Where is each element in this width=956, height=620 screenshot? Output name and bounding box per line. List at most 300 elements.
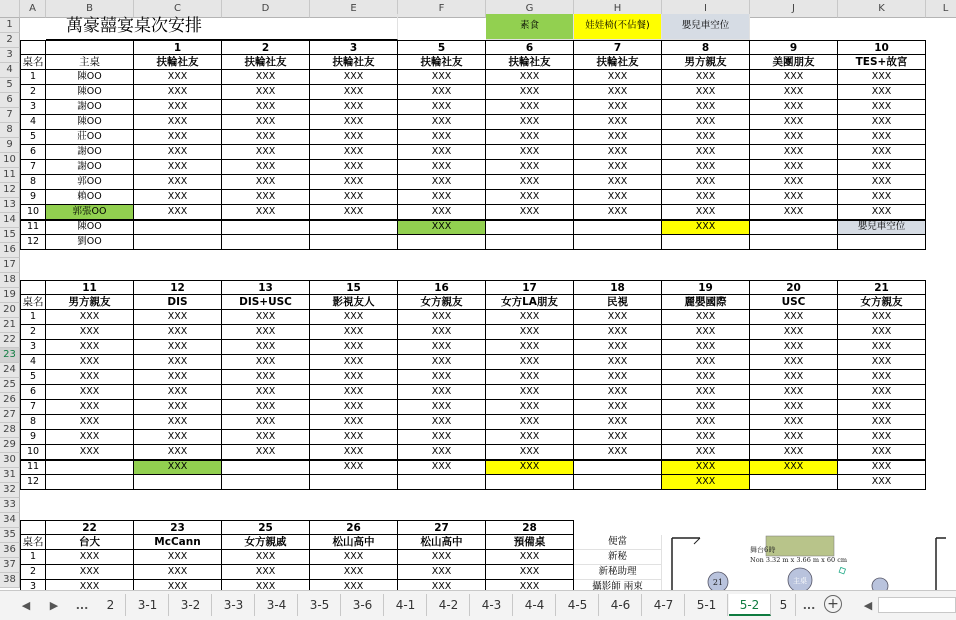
table-group[interactable]: DIS <box>134 295 222 310</box>
column-header-l[interactable]: L <box>926 0 956 18</box>
guest-cell[interactable] <box>398 475 486 490</box>
add-sheet-button[interactable]: + <box>824 595 842 613</box>
guest-cell[interactable]: XXX <box>486 310 574 325</box>
guest-cell[interactable]: XXX <box>398 205 486 220</box>
guest-cell[interactable]: XXX <box>310 100 398 115</box>
guest-cell[interactable]: XXX <box>750 130 838 145</box>
guest-cell[interactable]: XXX <box>838 415 926 430</box>
sheet-tab-3-3[interactable]: 3-3 <box>213 594 255 616</box>
guest-cell[interactable]: XXX <box>398 310 486 325</box>
row-header-28[interactable]: 28 <box>0 423 20 438</box>
select-all-corner[interactable] <box>0 0 20 18</box>
guest-cell[interactable] <box>222 220 310 235</box>
table-group[interactable]: 美團朋友 <box>750 55 838 70</box>
guest-cell[interactable]: XXX <box>486 100 574 115</box>
guest-cell[interactable]: XXX <box>486 325 574 340</box>
seat-number[interactable]: 5 <box>20 370 46 385</box>
guest-cell[interactable]: XXX <box>574 130 662 145</box>
row-header-1[interactable]: 1 <box>0 18 20 33</box>
guest-cell[interactable]: XXX <box>662 445 750 460</box>
guest-cell[interactable]: XXX <box>222 550 310 565</box>
column-header-g[interactable]: G <box>486 0 574 18</box>
table-group[interactable]: 麗嬰國際 <box>662 295 750 310</box>
guest-cell[interactable]: XXX <box>398 325 486 340</box>
guest-cell[interactable]: XXX <box>310 145 398 160</box>
guest-cell[interactable]: XXX <box>662 115 750 130</box>
guest-cell[interactable]: XXX <box>310 370 398 385</box>
guest-cell[interactable] <box>310 220 398 235</box>
seat-number[interactable]: 4 <box>20 115 46 130</box>
seat-number[interactable]: 6 <box>20 145 46 160</box>
table-number-16[interactable]: 16 <box>398 280 486 295</box>
row-header-29[interactable]: 29 <box>0 438 20 453</box>
table-group[interactable]: 台大 <box>46 535 134 550</box>
sheet-tab-4-7[interactable]: 4-7 <box>643 594 685 616</box>
guest-cell[interactable] <box>222 460 310 475</box>
guest-cell[interactable]: XXX <box>662 205 750 220</box>
guest-cell[interactable]: XXX <box>838 190 926 205</box>
guest-cell[interactable]: XXX <box>750 370 838 385</box>
table-number-25[interactable]: 25 <box>222 520 310 535</box>
guest-cell[interactable]: XXX <box>750 175 838 190</box>
guest-cell[interactable]: XXX <box>662 175 750 190</box>
column-header-d[interactable]: D <box>222 0 310 18</box>
side-list-item[interactable]: 新秘助理 <box>574 565 662 580</box>
guest-cell[interactable] <box>750 475 838 490</box>
guest-cell[interactable]: XXX <box>398 460 486 475</box>
main-guest-name[interactable]: 莊OO <box>46 130 134 145</box>
guest-cell[interactable]: XXX <box>222 175 310 190</box>
guest-cell[interactable]: XXX <box>398 550 486 565</box>
seat-number[interactable]: 2 <box>20 565 46 580</box>
seat-number[interactable]: 9 <box>20 190 46 205</box>
guest-cell[interactable] <box>398 235 486 250</box>
guest-cell[interactable]: XXX <box>134 550 222 565</box>
seat-number[interactable]: 8 <box>20 175 46 190</box>
guest-cell[interactable]: XXX <box>134 430 222 445</box>
guest-cell[interactable]: XXX <box>134 370 222 385</box>
guest-cell[interactable]: XXX <box>750 115 838 130</box>
guest-cell[interactable]: XXX <box>398 100 486 115</box>
guest-cell[interactable]: XXX <box>750 145 838 160</box>
row-header-14[interactable]: 14 <box>0 213 20 228</box>
side-list-item[interactable]: 新秘 <box>574 550 662 565</box>
guest-cell[interactable]: XXX <box>222 325 310 340</box>
row-header-30[interactable]: 30 <box>0 453 20 468</box>
guest-cell[interactable]: XXX <box>838 370 926 385</box>
guest-cell[interactable]: XXX <box>222 355 310 370</box>
guest-cell[interactable]: XXX <box>838 145 926 160</box>
seat-number[interactable]: 2 <box>20 85 46 100</box>
row-header-15[interactable]: 15 <box>0 228 20 243</box>
guest-cell[interactable]: XXX <box>310 175 398 190</box>
row-header-8[interactable]: 8 <box>0 123 20 138</box>
row-header-34[interactable]: 34 <box>0 513 20 528</box>
guest-cell[interactable]: XXX <box>222 385 310 400</box>
guest-cell[interactable]: XXX <box>134 400 222 415</box>
guest-cell[interactable]: XXX <box>750 445 838 460</box>
guest-cell[interactable]: XXX <box>46 430 134 445</box>
main-guest-name[interactable]: 郭張OO <box>46 205 134 220</box>
seat-number[interactable]: 3 <box>20 340 46 355</box>
guest-cell[interactable]: XXX <box>134 130 222 145</box>
guest-cell[interactable]: XXX <box>222 70 310 85</box>
guest-cell[interactable]: XXX <box>486 370 574 385</box>
table-group[interactable]: 扶輪社友 <box>398 55 486 70</box>
main-guest-name[interactable]: 謝OO <box>46 145 134 160</box>
guest-cell[interactable]: XXX <box>46 565 134 580</box>
guest-cell[interactable]: XXX <box>662 340 750 355</box>
guest-cell[interactable]: XXX <box>838 100 926 115</box>
legend-stroller[interactable]: 嬰兒車空位 <box>662 14 750 40</box>
guest-cell[interactable]: XXX <box>750 160 838 175</box>
main-guest-name[interactable]: 謝OO <box>46 100 134 115</box>
guest-cell[interactable]: XXX <box>486 550 574 565</box>
guest-cell[interactable]: XXX <box>574 100 662 115</box>
guest-cell[interactable]: XXX <box>398 340 486 355</box>
guest-cell[interactable]: XXX <box>574 340 662 355</box>
guest-cell[interactable]: XXX <box>398 220 486 235</box>
guest-cell[interactable]: XXX <box>838 130 926 145</box>
row-header-18[interactable]: 18 <box>0 273 20 288</box>
row-header-12[interactable]: 12 <box>0 183 20 198</box>
guest-cell[interactable]: XXX <box>574 355 662 370</box>
seat-label[interactable]: 桌名 <box>20 55 46 70</box>
guest-cell[interactable]: XXX <box>486 70 574 85</box>
guest-cell[interactable]: XXX <box>134 340 222 355</box>
guest-cell[interactable]: XXX <box>486 85 574 100</box>
guest-cell[interactable]: XXX <box>398 565 486 580</box>
guest-cell[interactable]: XXX <box>310 550 398 565</box>
block2-corner[interactable] <box>20 280 46 295</box>
next-sheet-icon[interactable]: ▶ <box>49 599 59 612</box>
table-group[interactable]: 影視友人 <box>310 295 398 310</box>
table-group[interactable]: 扶輪社友 <box>574 55 662 70</box>
side-list-item[interactable]: 攝影師 兩束 <box>574 580 662 590</box>
guest-cell[interactable] <box>134 220 222 235</box>
guest-cell[interactable]: XXX <box>134 460 222 475</box>
guest-cell[interactable]: XXX <box>134 205 222 220</box>
guest-cell[interactable]: 嬰兒車空位 <box>838 220 926 235</box>
table-number-27[interactable]: 27 <box>398 520 486 535</box>
guest-cell[interactable]: XXX <box>222 445 310 460</box>
guest-cell[interactable]: XXX <box>486 400 574 415</box>
table-number-10[interactable]: 10 <box>838 40 926 55</box>
row-header-20[interactable]: 20 <box>0 303 20 318</box>
guest-cell[interactable]: XXX <box>574 145 662 160</box>
seat-number[interactable]: 3 <box>20 580 46 590</box>
guest-cell[interactable]: XXX <box>838 115 926 130</box>
prev-sheet-icon[interactable]: ◀ <box>21 599 31 612</box>
scroll-left-icon[interactable]: ◀ <box>863 599 873 612</box>
guest-cell[interactable] <box>662 235 750 250</box>
guest-cell[interactable]: XXX <box>134 415 222 430</box>
guest-cell[interactable]: XXX <box>574 160 662 175</box>
guest-cell[interactable]: XXX <box>134 310 222 325</box>
table-group[interactable]: 女方親戚 <box>222 535 310 550</box>
seat-label[interactable]: 桌名 <box>20 535 46 550</box>
more-tabs-right[interactable]: ... <box>802 599 816 612</box>
guest-cell[interactable]: XXX <box>838 445 926 460</box>
guest-cell[interactable]: XXX <box>134 160 222 175</box>
row-header-21[interactable]: 21 <box>0 318 20 333</box>
guest-cell[interactable]: XXX <box>398 130 486 145</box>
guest-cell[interactable]: XXX <box>662 460 750 475</box>
table-number-17[interactable]: 17 <box>486 280 574 295</box>
sheet-tab-4-2[interactable]: 4-2 <box>428 594 470 616</box>
row-header-23[interactable]: 23 <box>0 348 20 363</box>
row-header-24[interactable]: 24 <box>0 363 20 378</box>
row-header-2[interactable]: 2 <box>0 33 20 48</box>
row-header-7[interactable]: 7 <box>0 108 20 123</box>
row-header-17[interactable]: 17 <box>0 258 20 273</box>
guest-cell[interactable]: XXX <box>486 430 574 445</box>
guest-cell[interactable]: XXX <box>750 400 838 415</box>
guest-cell[interactable]: XXX <box>310 565 398 580</box>
guest-cell[interactable]: XXX <box>398 70 486 85</box>
table-group[interactable]: 扶輪社友 <box>486 55 574 70</box>
guest-cell[interactable]: XXX <box>838 310 926 325</box>
block1-corner[interactable] <box>20 40 46 55</box>
row-header-4[interactable]: 4 <box>0 63 20 78</box>
guest-cell[interactable]: XXX <box>398 445 486 460</box>
guest-cell[interactable]: XXX <box>222 160 310 175</box>
guest-cell[interactable]: XXX <box>662 415 750 430</box>
guest-cell[interactable]: XXX <box>310 460 398 475</box>
guest-cell[interactable]: XXX <box>310 415 398 430</box>
sheet-tab-3-4[interactable]: 3-4 <box>256 594 298 616</box>
table-number-1[interactable]: 1 <box>134 40 222 55</box>
column-header-b[interactable]: B <box>46 0 134 18</box>
seat-number[interactable]: 7 <box>20 400 46 415</box>
table-group[interactable]: 扶輪社友 <box>222 55 310 70</box>
guest-cell[interactable]: XXX <box>662 190 750 205</box>
guest-cell[interactable]: XXX <box>486 460 574 475</box>
row-header-31[interactable]: 31 <box>0 468 20 483</box>
guest-cell[interactable]: XXX <box>574 70 662 85</box>
column-header-j[interactable]: J <box>750 0 838 18</box>
guest-cell[interactable]: XXX <box>134 445 222 460</box>
row-header-25[interactable]: 25 <box>0 378 20 393</box>
table-number-6[interactable]: 6 <box>486 40 574 55</box>
table-group[interactable]: TES+故宮 <box>838 55 926 70</box>
guest-cell[interactable]: XXX <box>134 565 222 580</box>
guest-cell[interactable] <box>574 235 662 250</box>
guest-cell[interactable]: XXX <box>310 115 398 130</box>
guest-cell[interactable]: XXX <box>134 385 222 400</box>
guest-cell[interactable]: XXX <box>222 580 310 590</box>
seat-number[interactable]: 1 <box>20 310 46 325</box>
table-number-3[interactable]: 3 <box>310 40 398 55</box>
sheet-tab-3-1[interactable]: 3-1 <box>127 594 169 616</box>
sheet-tab-3-2[interactable]: 3-2 <box>170 594 212 616</box>
guest-cell[interactable]: XXX <box>574 400 662 415</box>
guest-cell[interactable]: XXX <box>486 355 574 370</box>
table-group[interactable]: McCann <box>134 535 222 550</box>
guest-cell[interactable]: XXX <box>662 370 750 385</box>
guest-cell[interactable]: XXX <box>838 430 926 445</box>
table-number-12[interactable]: 12 <box>134 280 222 295</box>
guest-cell[interactable]: XXX <box>486 160 574 175</box>
guest-cell[interactable]: XXX <box>222 205 310 220</box>
guest-cell[interactable]: XXX <box>46 370 134 385</box>
table-number-20[interactable]: 20 <box>750 280 838 295</box>
column-header-c[interactable]: C <box>134 0 222 18</box>
guest-cell[interactable]: XXX <box>486 340 574 355</box>
guest-cell[interactable]: XXX <box>222 430 310 445</box>
guest-cell[interactable]: XXX <box>750 385 838 400</box>
guest-cell[interactable]: XXX <box>222 340 310 355</box>
guest-cell[interactable]: XXX <box>310 400 398 415</box>
guest-cell[interactable]: XXX <box>486 565 574 580</box>
guest-cell[interactable]: XXX <box>662 160 750 175</box>
guest-cell[interactable]: XXX <box>310 385 398 400</box>
guest-cell[interactable] <box>750 235 838 250</box>
row-header-16[interactable]: 16 <box>0 243 20 258</box>
guest-cell[interactable]: XXX <box>398 400 486 415</box>
guest-cell[interactable]: XXX <box>486 190 574 205</box>
row-header-13[interactable]: 13 <box>0 198 20 213</box>
guest-cell[interactable]: XXX <box>838 160 926 175</box>
main-guest-name[interactable]: 賴OO <box>46 190 134 205</box>
guest-cell[interactable]: XXX <box>750 85 838 100</box>
row-header-38[interactable]: 38 <box>0 573 20 588</box>
sheet-title[interactable]: 萬豪囍宴桌次安排 <box>46 14 398 40</box>
guest-cell[interactable]: XXX <box>398 370 486 385</box>
guest-cell[interactable]: XXX <box>750 190 838 205</box>
seat-number[interactable]: 10 <box>20 205 46 220</box>
guest-cell[interactable]: XXX <box>134 100 222 115</box>
seat-number[interactable]: 3 <box>20 100 46 115</box>
table-group[interactable]: 男方親友 <box>662 55 750 70</box>
guest-cell[interactable]: XXX <box>574 325 662 340</box>
guest-cell[interactable]: XXX <box>310 160 398 175</box>
table-group[interactable]: 預備桌 <box>486 535 574 550</box>
table-group[interactable]: 松山高中 <box>310 535 398 550</box>
table-group[interactable]: 男方親友 <box>46 295 134 310</box>
guest-cell[interactable]: XXX <box>398 385 486 400</box>
guest-cell[interactable]: XXX <box>838 340 926 355</box>
guest-cell[interactable]: XXX <box>46 310 134 325</box>
table-number-11[interactable]: 11 <box>46 280 134 295</box>
guest-cell[interactable]: XXX <box>838 325 926 340</box>
guest-cell[interactable]: XXX <box>222 115 310 130</box>
guest-cell[interactable] <box>222 475 310 490</box>
guest-cell[interactable]: XXX <box>46 340 134 355</box>
guest-cell[interactable]: XXX <box>574 115 662 130</box>
main-guest-name[interactable]: 陳OO <box>46 220 134 235</box>
guest-cell[interactable] <box>310 235 398 250</box>
table-group[interactable]: DIS+USC <box>222 295 310 310</box>
guest-cell[interactable]: XXX <box>222 145 310 160</box>
guest-cell[interactable]: XXX <box>750 460 838 475</box>
table-group[interactable]: 民視 <box>574 295 662 310</box>
table-number-7[interactable]: 7 <box>574 40 662 55</box>
guest-cell[interactable]: XXX <box>750 415 838 430</box>
row-header-11[interactable]: 11 <box>0 168 20 183</box>
guest-cell[interactable]: XXX <box>134 190 222 205</box>
guest-cell[interactable]: XXX <box>662 325 750 340</box>
guest-cell[interactable]: XXX <box>838 385 926 400</box>
more-tabs-left[interactable]: ... <box>75 599 89 612</box>
table-group[interactable]: 松山高中 <box>398 535 486 550</box>
guest-cell[interactable]: XXX <box>46 400 134 415</box>
guest-cell[interactable]: XXX <box>574 430 662 445</box>
guest-cell[interactable]: XXX <box>310 130 398 145</box>
guest-cell[interactable]: XXX <box>398 355 486 370</box>
guest-cell[interactable]: XXX <box>838 70 926 85</box>
guest-cell[interactable]: XXX <box>398 430 486 445</box>
guest-cell[interactable]: XXX <box>222 310 310 325</box>
guest-cell[interactable]: XXX <box>134 115 222 130</box>
guest-cell[interactable]: XXX <box>662 475 750 490</box>
guest-cell[interactable]: XXX <box>838 355 926 370</box>
main-guest-name[interactable]: 郭OO <box>46 175 134 190</box>
guest-cell[interactable]: XXX <box>574 415 662 430</box>
guest-cell[interactable]: XXX <box>750 100 838 115</box>
guest-cell[interactable]: XXX <box>750 310 838 325</box>
legend-highchair[interactable]: 娃娃椅(不佔餐) <box>574 14 662 40</box>
seat-number[interactable]: 7 <box>20 160 46 175</box>
guest-cell[interactable] <box>574 220 662 235</box>
guest-cell[interactable]: XXX <box>486 115 574 130</box>
guest-cell[interactable]: XXX <box>222 85 310 100</box>
seat-number[interactable]: 8 <box>20 415 46 430</box>
guest-cell[interactable]: XXX <box>222 400 310 415</box>
guest-cell[interactable]: XXX <box>662 400 750 415</box>
guest-cell[interactable]: XXX <box>134 580 222 590</box>
sheet-tab-3-6[interactable]: 3-6 <box>342 594 384 616</box>
seat-number[interactable]: 12 <box>20 235 46 250</box>
table-number-23[interactable]: 23 <box>134 520 222 535</box>
guest-cell[interactable]: XXX <box>46 355 134 370</box>
seat-number[interactable]: 9 <box>20 430 46 445</box>
guest-cell[interactable]: XXX <box>310 355 398 370</box>
guest-cell[interactable]: XXX <box>574 445 662 460</box>
guest-cell[interactable]: XXX <box>310 430 398 445</box>
guest-cell[interactable]: XXX <box>750 430 838 445</box>
guest-cell[interactable]: XXX <box>222 415 310 430</box>
guest-cell[interactable]: XXX <box>398 580 486 590</box>
guest-cell[interactable]: XXX <box>486 385 574 400</box>
seat-number[interactable]: 11 <box>20 460 46 475</box>
guest-cell[interactable]: XXX <box>574 205 662 220</box>
guest-cell[interactable]: XXX <box>574 370 662 385</box>
sheet-tab-5-1[interactable]: 5-1 <box>686 594 728 616</box>
guest-cell[interactable] <box>46 460 134 475</box>
table-group[interactable]: 女方LA朋友 <box>486 295 574 310</box>
guest-cell[interactable]: XXX <box>222 190 310 205</box>
guest-cell[interactable]: XXX <box>574 190 662 205</box>
guest-cell[interactable]: XXX <box>46 580 134 590</box>
guest-cell[interactable]: XXX <box>574 85 662 100</box>
guest-cell[interactable]: XXX <box>838 205 926 220</box>
sheet-tab-4-5[interactable]: 4-5 <box>557 594 599 616</box>
table-number-22[interactable]: 22 <box>46 520 134 535</box>
table-number-5[interactable]: 5 <box>398 40 486 55</box>
sheet-tab-4-4[interactable]: 4-4 <box>514 594 556 616</box>
guest-cell[interactable]: XXX <box>838 475 926 490</box>
row-header-3[interactable]: 3 <box>0 48 20 63</box>
guest-cell[interactable]: XXX <box>838 400 926 415</box>
guest-cell[interactable]: XXX <box>486 175 574 190</box>
guest-cell[interactable] <box>46 475 134 490</box>
table-number-2[interactable]: 2 <box>222 40 310 55</box>
guest-cell[interactable]: XXX <box>662 220 750 235</box>
guest-cell[interactable]: XXX <box>750 205 838 220</box>
main-guest-name[interactable]: 謝OO <box>46 160 134 175</box>
block3-corner[interactable] <box>20 520 46 535</box>
